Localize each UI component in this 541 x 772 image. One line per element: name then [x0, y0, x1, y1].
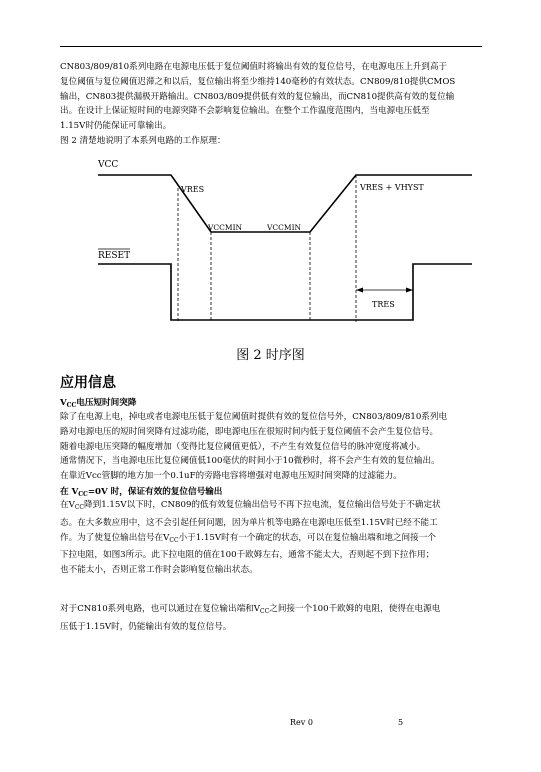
vccmin-label-2: VCCMIN: [267, 223, 302, 232]
vres-label: VRES: [181, 185, 205, 194]
reset-label: RESET: [98, 251, 131, 261]
cn810-paragraph: [60, 602, 488, 635]
body-line: 对于CN810系列电路，也可以通过在复位输出端和$V_{CC}$之间接一个100千欧姆的电阻，使得在电源电: [60, 604, 441, 615]
body-line: 除了在电源上电，掉电或者电源电压低于复位阈值时提供有效的复位信号外，CN803/809/810系列电: [60, 412, 448, 422]
body-line: 通常情况下，当电源电压比复位阈值低100毫伏的时间小于10微秒时，将不会产生有效的复位输出。: [60, 456, 440, 467]
intro-line: 出。在设计上保证短时间的电源突降不会影响复位输出。在整个工作温度范围内，当电源电压低至: [60, 106, 430, 117]
body-line: 在靠近Vcc管脚的地方加一个0.1uF的旁路电容将增强对电源电压短时间突降的过滤能力。: [60, 471, 402, 482]
body-line: 态。在大多数应用中，这不会引起任何问题，因为单片机等电路在电源电压低至1.15V时已经不能工: [60, 517, 438, 528]
footer-page-number: 5: [398, 718, 404, 727]
intro-line: 输出，CN803提供漏极开路输出。CN803/809提供低有效的复位输出，而CN810提供高有效的复位输: [60, 91, 455, 102]
vcc-label: VCC: [98, 160, 119, 170]
intro-line: CN803/809/810系列电路在电源电压低于复位阈值时将输出有效的复位信号，在电源电压上升到高于: [60, 62, 448, 72]
body-line: 也不能太小，否则正常工作时会影响复位输出状态。: [60, 565, 258, 576]
subsection-title-vcc-zero: 在 $V_{CC}=0V$ 时，保证有效的复位信号输出: [60, 487, 223, 498]
reset-waveform: [98, 264, 472, 320]
footer-revision: Rev 0: [290, 718, 313, 727]
body-line: 随着电源电压突降的幅度增加（变得比复位阈值更低），不产生有效复位信号的脉冲宽度将减小。: [60, 441, 426, 452]
timing-diagram: [60, 150, 490, 330]
header-rule: [60, 46, 482, 47]
vcc-zero-paragraph: [60, 498, 488, 578]
tres-arrow-left: [356, 288, 363, 293]
tres-arrow-right: [406, 288, 413, 293]
figure-caption: 图 2 时序图: [236, 348, 305, 363]
subsection-title-vcc-drop: $V_{CC}$电压短时间突降: [60, 398, 137, 409]
body-line: 下拉电阻，如图3所示。此下拉电阻的值在100千欧姆左右，通常不能太大，否则起不到下拉作用；: [60, 550, 435, 561]
vcc-drop-paragraph: [60, 410, 488, 484]
intro-paragraph: [60, 60, 488, 134]
intro-line: 复位阈值与复位阈值迟滞之和以后，复位输出将至少维持140毫秒的有效状态。CN809/810提供CMOS: [60, 76, 456, 87]
body-line: 路对电源电压的短时间突降有过滤功能，即电源电压在很短时间内低于复位阈值不会产生复位信号。: [60, 426, 439, 437]
body-line: 在$V_{CC}$降到1.15V以下时，CN809的低有效复位输出信号不再下拉电流，复位输出信号处于不确定状: [60, 500, 441, 511]
body-line: 作。为了使复位输出信号在$V_{CC}$小于1.15V时有一个确定的状态，可以在复位输出端和地之间接一个: [60, 532, 436, 544]
vres-hyst-label: VRES + VHYST: [360, 183, 424, 192]
body-line: 压低于1.15V时，仍能输出有效的复位信号。: [60, 621, 232, 632]
vccmin-label-1: VCCMIN: [208, 223, 243, 232]
section-title: 应用信息: [60, 375, 116, 391]
figure-reference: 图 2 清楚地说明了本系列电路的工作原理：: [60, 136, 226, 146]
tres-label: TRES: [372, 300, 395, 309]
intro-line: 1.15V时仍能保证可靠输出。: [60, 121, 172, 132]
